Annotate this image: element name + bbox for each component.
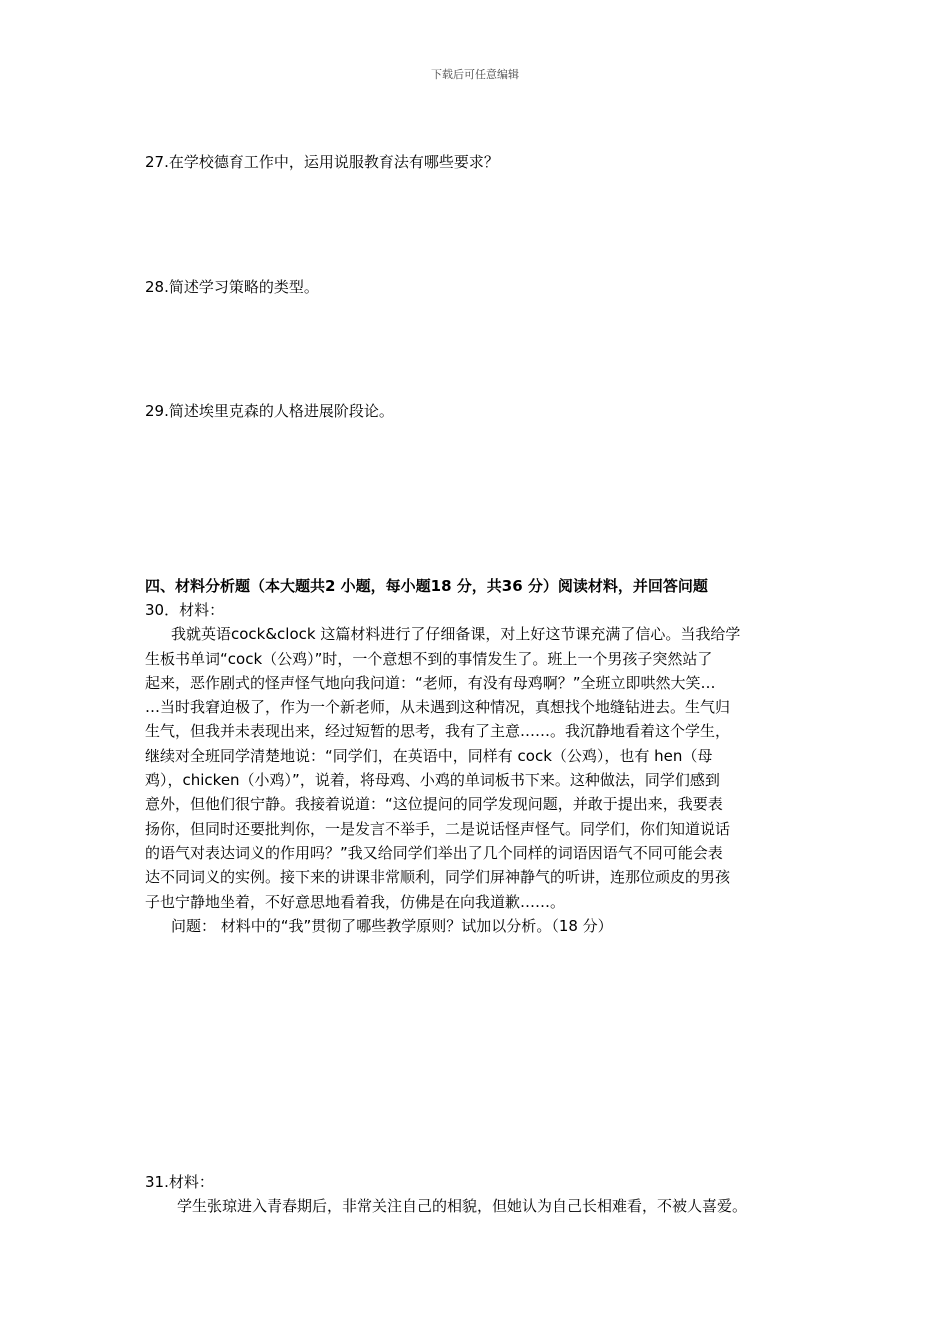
section-4-title: 四、材料分析题（本大题共2 小题，每小题18 分，共36 分）阅读材料，并回答问题 (145, 577, 708, 595)
material-line: …当时我窘迫极了，作为一个新老师，从未遇到这种情况，真想找个地缝钻进去。生气归 (145, 698, 731, 717)
material-line: 我就英语cock&clock 这篇材料进行了仔细备课，对上好这节课充满了信心。当我给学 (171, 625, 741, 644)
question-31-label: 31.材料： (145, 1173, 214, 1191)
material-line: 生板书单词“cock（公鸡）”时，一个意想不到的事情发生了。班上一个男孩子突然站了 (145, 649, 713, 668)
question-28: 28.简述学习策略的类型。 (145, 278, 319, 296)
question-30-prompt: 问题： 材料中的“我”贯彻了哪些教学原则？试加以分析。（18 分） (171, 916, 613, 935)
material-line: 鸡），chicken（小鸡）”，说着，将母鸡、小鸡的单词板书下来。这种做法，同学们感到 (145, 771, 720, 790)
header-note: 下载后可任意编辑 (431, 68, 519, 81)
material-line: 学生张琼进入青春期后，非常关注自己的相貌，但她认为自己长相难看，不被人喜爱。 (177, 1197, 748, 1216)
question-29: 29.简述埃里克森的人格进展阶段论。 (145, 402, 394, 420)
question-27: 27.在学校德育工作中，运用说服教育法有哪些要求？ (145, 153, 499, 171)
material-line: 起来，恶作剧式的怪声怪气地向我问道：“老师，有没有母鸡啊？”全班立即哄然大笑… (145, 673, 716, 692)
question-30 (145, 598, 810, 938)
material-line: 扬你，但同时还要批判你，一是发言不举手，二是说话怪声怪气。同学们，你们知道说话 (145, 819, 731, 838)
material-line: 继续对全班同学清楚地说：“同学们，在英语中，同样有 cock（公鸡），也有 hen（母 (145, 746, 713, 765)
material-line: 达不同词义的实例。接下来的讲课非常顺利，同学们屏神静气的听讲，连那位顽皮的男孩 (145, 868, 731, 887)
material-line: 的语气对表达词义的作用吗？”我又给同学们举出了几个同样的词语因语气不同可能会表 (145, 843, 723, 862)
material-line: 子也宁静地坐着，不好意思地看着我，仿佛是在向我道歉……。 (145, 892, 566, 911)
material-line: 意外，但他们很宁静。我接着说道：“这位提问的同学发现问题，并敢于提出来，我要表 (145, 795, 723, 814)
question-30-label: 30．材料： (145, 601, 225, 619)
material-line: 生气，但我并未表现出来，经过短暂的思考，我有了主意……。我沉静地看着这个学生， (145, 722, 731, 741)
question-31 (145, 1170, 845, 1219)
